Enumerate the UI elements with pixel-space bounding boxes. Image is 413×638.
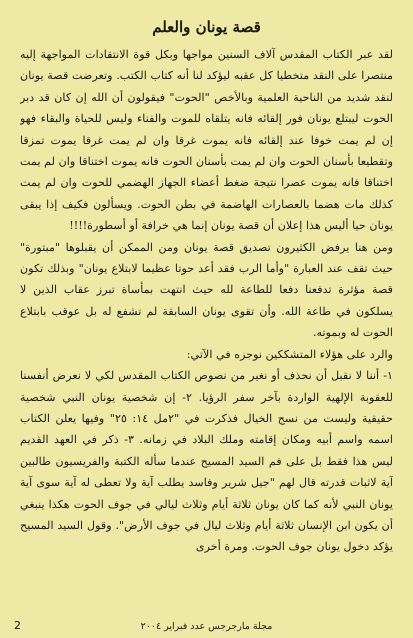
page-footer [0,616,413,634]
article-body [20,44,393,624]
paragraph-rejection: ومن هنا يرفض الكثيرون تصديق قصة يونان ومن الممكن أن يقبلوها "مبتورة" حيث تقف عند العبارة "وأما الرب فقد أعد حوتا عظيما لابتلاع يونان" وبذلك تكون قصة مؤثرة تدفعنا دفعا للطاعة لله حيث انتهت بمأساة تبرز عقاب الذين لا يسلكون في طاعة الله. وأن تقوى يونان السابقة لم تشفع له بل عوقب بابتلاع الحوت له وبموته. [20,240,393,340]
paragraph-points: ١- أننا لا نقبل أن نحذف أو نغير من نصوص الكتاب المقدس لكي لا نعرض أنفسنا للعقوبة الإلهية الواردة بآخر سفر الرؤيا. ٢- إن شخصية يونان النبي شخصية حقيقية وليست من نسج الخيال فذكرت في "٢مل ١٤: ٢٥" وفيها يعلن الكتاب اسمه واسم أبيه ومكان إقامته وملك البلاد في زمانه. ٣- ذكر في العهد القديم ليس هذا فقط بل على فم السيد المسيح عندما سأله الكتبة والفريسيون طالبين آية لاثبات قدرته قال لهم "جيل شرير وفاسد يطلب آية ولا تعطى له آية سوى آية يونان النبي لأنه كما كان يونان ثلاثة أيام وثلاث ليالي في جوف الحوت هكذا ينبغي أن يكون ابن الإنسان ثلاثة أيام وثلاث ليال في جوف الأرض". وقول السيد المسيح يؤكد دخول يونان جوف الحوت. ومرة أخرى [20,369,393,554]
paragraph-intro: لقد عبر الكتاب المقدس آلاف السنين مواجها وبكل قوة الانتقادات المواجهة إليه منتصرا على النقد متخطيا كل عقبه ليؤكد لنا أنه كتاب الكتب. وتعرضت قصة يونان لنقد شديد من الناحية العلمية وبالأخص "الحوت" فيقولون أن الله إن كان قد دبر الحوت ليبتلع يونان فور إلقائه فانه يتلقاه للموت والفناء وليس للحياة والبقاء فهو إن لم يمت خوفا عند إلقائه فانه يموت غرقا وان لم يمت غرقا يموت تمزقا وتقطيعا بأسنان الحوت وان لم يمت بأسنان الحوت فانه يموت اختناقا وان لم يمت اختناقا فانه يموت عصرا نتيجة ضغط أعضاء الجهاز الهضمي للحوت وان لم يمت كذلك مات هضما بالعصارات الهاضمة في بطن الحوت. ويسألون فكيف إذا يبقى يونان حيا أليس هذا إعلان أن قصة يونان إنما هي خرافة أو أسطورة!!!! [20,48,393,233]
paragraph-reply-intro: والرد على هؤلاء المتشككين نوجزه في الآتي: [186,347,393,361]
page-number: 2 [14,619,21,632]
page-title: قصة يونان والعلم [152,18,261,36]
magazine-issue-label: مجلة مارجرجس عدد فبراير ٢٠٠٤ [140,621,273,632]
